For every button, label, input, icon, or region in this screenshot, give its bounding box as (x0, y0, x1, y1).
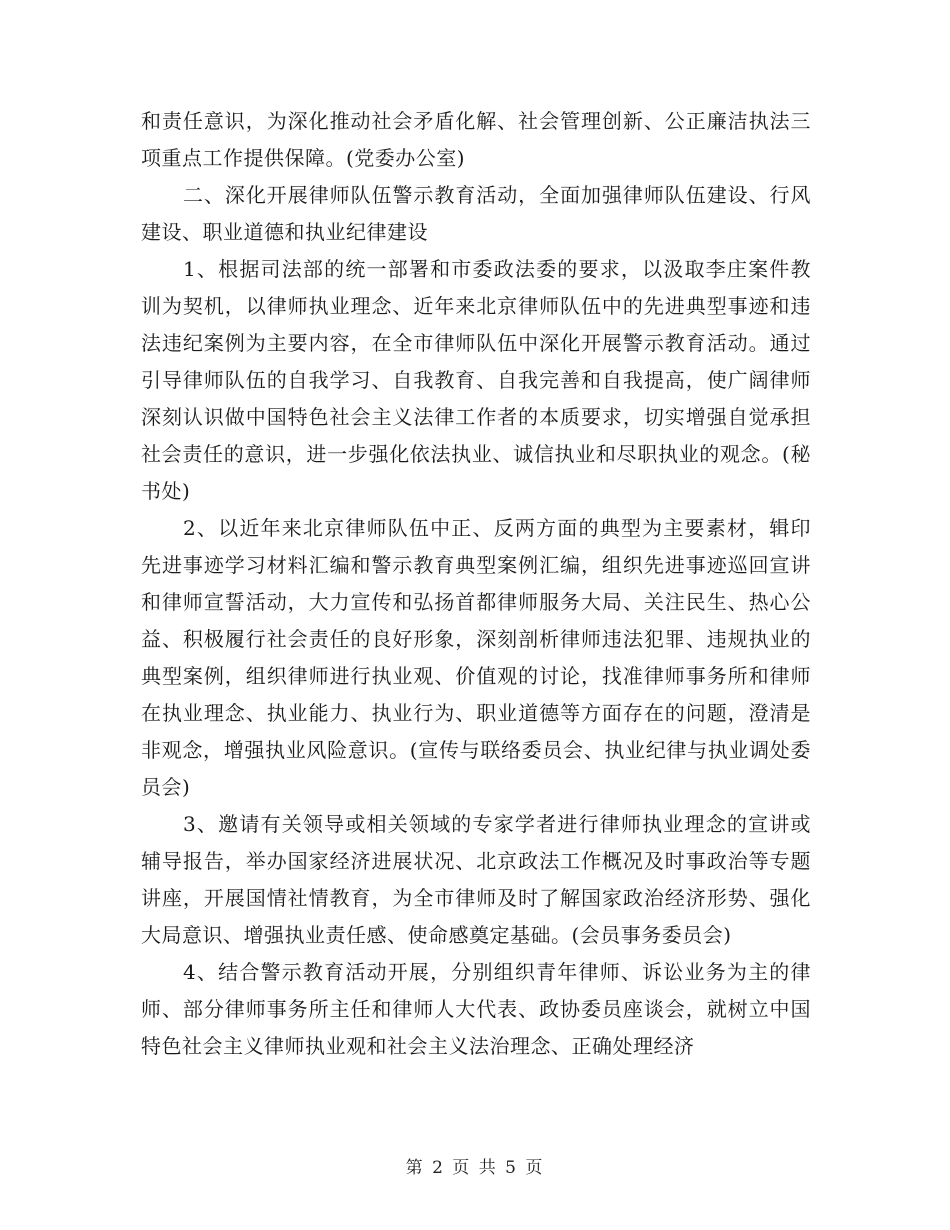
paragraph-item-1: 1、根据司法部的统一部署和市委政法委的要求，以汲取李庄案件教训为契机，以律师执业理念、近年来北京律师队伍中的先进典型事迹和违法违纪案例为主要内容，在全市律师队伍中深化开展警示教育活动。通过引导律师队伍的自我学习、自我教育、自我完善和自我提高，使广阔律师深刻认识做中国特色社会主义法律工作者的本质要求，切实增强自觉承担社会责任的意识，进一步强化依法执业、诚信执业和尽职执业的观念。(秘书处) (141, 257, 811, 503)
page-number-footer: 第 2 页 共 5 页 (405, 1158, 545, 1178)
paragraph-item-2: 2、以近年来北京律师队伍中正、反两方面的典型为主要素材，辑印先进事迹学习材料汇编和警示教育典型案例汇编，组织先进事迹巡回宣讲和律师宣誓活动，大力宣传和弘扬首都律师服务大局、关注民生、热心公益、积极履行社会责任的良好形象，深刻剖析律师违法犯罪、违规执业的典型案例，组织律师进行执业观、价值观的讨论，找准律师事务所和律师在执业理念、执业能力、执业行为、职业道德等方面存在的问题，澄清是非观念，增强执业风险意识。(宣传与联络委员会、执业纪律与执业调处委员会) (141, 516, 811, 799)
document-body (141, 103, 811, 1065)
section-heading-two: 二、深化开展律师队伍警示教育活动，全面加强律师队伍建设、行风建设、职业道德和执业纪律建设 (141, 183, 811, 244)
paragraph-item-4: 4、结合警示教育活动开展，分别组织青年律师、诉讼业务为主的律师、部分律师事务所主任和律师人大代表、政协委员座谈会，就树立中国特色社会主义律师执业观和社会主义法治理念、正确处理经济 (141, 960, 811, 1058)
paragraph-item-3: 3、邀请有关领导或相关领域的专家学者进行律师执业理念的宣讲或辅导报告，举办国家经济进展状况、北京政法工作概况及时事政治等专题讲座，开展国情社情教育，为全市律师及时了解国家政治经济形势、强化大局意识、增强执业责任感、使命感奠定基础。(会员事务委员会) (141, 812, 811, 947)
paragraph-continuation: 和责任意识，为深化推动社会矛盾化解、社会管理创新、公正廉洁执法三项重点工作提供保障。(党委办公室) (141, 109, 811, 170)
